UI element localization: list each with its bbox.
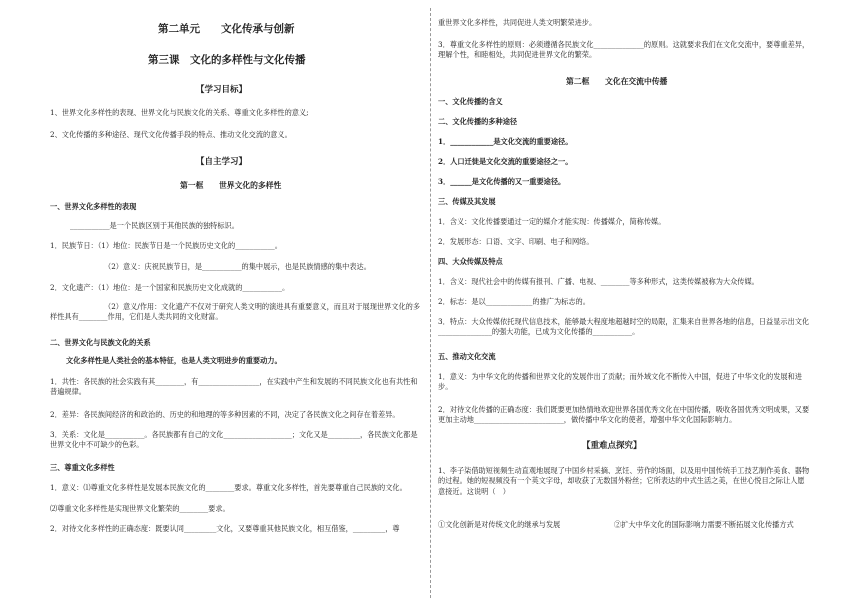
paragraph: ⑵尊重文化多样性是实现世界文化繁荣的________要求。 xyxy=(50,504,230,513)
column-divider xyxy=(430,8,431,598)
section-heading: 一、世界文化多样性的表现 xyxy=(50,202,137,211)
goals-heading: 【学习目标】 xyxy=(196,85,248,95)
section-heading: 四、大众传媒及特点 xyxy=(438,257,503,266)
section-heading: 二、文化传播的多种途径 xyxy=(438,117,518,126)
key-points-heading: 【重难点探究】 xyxy=(582,441,642,451)
section-heading: 三、尊重文化多样性 xyxy=(50,463,115,472)
paragraph: 1．共性：各民族的社会实践有其________，有_________________，在实践中产生和发展的不同民族文化也有共性和普遍规律。 xyxy=(50,377,418,397)
paragraph: 2．标志：是以_____________的推广为标志的。 xyxy=(438,297,590,306)
paragraph: 1．意义：为中华文化的传播和世界文化的发展作出了贡献；而外域文化不断传入中国，促进了中华文化的发展和进步。 xyxy=(438,372,802,392)
paragraph: 3．______是文化传播的又一重要途径。 xyxy=(438,177,566,186)
section-heading: 五、推动文化交流 xyxy=(438,352,496,361)
section-heading: 二、世界文化与民族文化的关系 xyxy=(50,338,151,347)
paragraph: 3．特点：大众传媒依托现代信息技术，能够最大程度地超越时空的局限，汇集来自世界各地的信息，日益显示出文化_______________的强大功能，已成为文化传播的___________。 xyxy=(438,317,810,337)
paragraph: 1．____________是文化交流的重要途径。 xyxy=(438,137,573,146)
frame2-title: 第二框 文化在交流中传播 xyxy=(566,77,668,86)
unit-title: 第二单元 文化传承与创新 xyxy=(158,23,295,35)
goal-item: 1、世界文化多样性的表现、世界文化与民族文化的关系、尊重文化多样性的意义; xyxy=(50,108,309,117)
lesson-title: 第三课 文化的多样性与文化传播 xyxy=(148,54,306,66)
frame1-title: 第一框 世界文化的多样性 xyxy=(180,181,282,190)
section-heading: 一、文化传播的含义 xyxy=(438,97,503,106)
goal-item: 2、文化传播的多种途径、现代文化传播手段的特点、推动文化交流的意义。 xyxy=(50,130,292,139)
paragraph: 1．含义：现代社会中的传媒有报刊、广播、电视、________等多种形式，这类传媒被称为大众传媒。 xyxy=(438,277,759,286)
paragraph: 2．差异：各民族间经济的和政治的、历史的和地理的等多种因素的不同，决定了各民族文化之间存在着差异。 xyxy=(50,410,400,419)
paragraph: （2）意义/作用：文化遗产不仅对于研究人类文明的演进具有重要意义，而且对于展现世界文化的多样性具有________作用，它们是人类共同的文化财富。 xyxy=(50,302,421,322)
paragraph: 1．民族节日：（1）地位：民族节日是一个民族历史文化的___________。 xyxy=(50,241,282,250)
paragraph: 文化多样性是人类社会的基本特征，也是人类文明进步的重要动力。 xyxy=(66,356,282,365)
paragraph: 2．对待文化多样性的正确态度：既要认同_________文化，又要尊重其他民族文化，相互借鉴，_________，尊 xyxy=(50,524,400,533)
paragraph: 2．对待文化传播的正确态度：我们既要更加热情地欢迎世界各国优秀文化在中国传播，吸收各国优秀文明成果，又要更加主动地_________________________，做传播中华文化的使者，增强中华文化国际影响力。 xyxy=(438,405,810,425)
paragraph: 2．人口迁徙是文化交流的重要途径之一。 xyxy=(438,157,573,166)
question: 1、李子柒借助短视频生动直观地展现了中国乡村采摘、烹饪、劳作的场面，以及用中国传统手工技艺制作美食、器物的过程。她的短视频没有一个英文字母，却收获了无数国外粉丝；它所表达的中式生活之美，在世心悦目之际让人愿意接近。这说明（ ） xyxy=(438,466,810,496)
paragraph: 3．尊重文化多样性的原则：必须遵循各民族文化______________的原则。这就要求我们在文化交流中，要尊重差异，理解个性，和睦相处，共同促进世界文化的繁荣。 xyxy=(438,40,810,60)
paragraph: （2）意义：庆祝民族节日，是___________的集中展示，也是民族情感的集中表达。 xyxy=(104,262,371,271)
paragraph: 2．文化遗产：（1）地位：是一个国家和民族历史文化成就的___________。 xyxy=(50,283,290,292)
section-heading: 三、传媒及其发展 xyxy=(438,197,496,206)
paragraph: ___________是一个民族区别于其他民族的独特标识。 xyxy=(70,221,239,230)
answer-option: ①文化创新是对传统文化的继承与发展 xyxy=(438,520,561,529)
paragraph: 2．发展形态：口语、文字、印刷、电子和网络。 xyxy=(438,237,594,246)
self-study-heading: 【自主学习】 xyxy=(196,157,248,167)
paragraph: 1．含义：文化传播要通过一定的媒介才能实现：传播媒介，简称传媒。 xyxy=(438,217,666,226)
paragraph: 1．意义：⑴尊重文化多样性是发展本民族文化的________要求。尊重文化多样性，首先要尊重自己民族的文化。 xyxy=(50,483,407,492)
paragraph: 3．关系：文化是___________。各民族都有自己的文化___________________；文化又是_________，各民族文化都是世界文化中不可缺少的色彩。 xyxy=(50,430,418,450)
paragraph: 重世界文化多样性，共同促进人类文明繁荣进步。 xyxy=(438,18,597,27)
answer-option: ②扩大中华文化的国际影响力需要不断拓展文化传播方式 xyxy=(614,520,794,529)
